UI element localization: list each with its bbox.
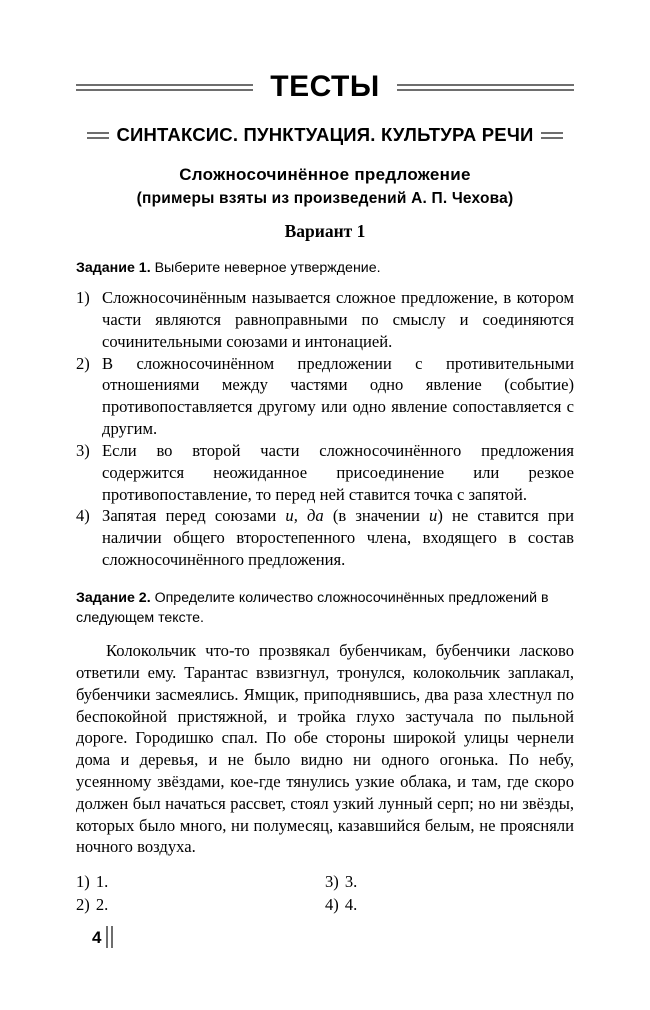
page-title: ТЕСТЫ	[270, 70, 380, 103]
choice-option[interactable]	[325, 871, 574, 893]
rule-bar	[106, 926, 108, 948]
list-item-text-mid: (в значении	[323, 506, 430, 526]
list-item-text: Если во второй части сложносочинённого предложения содержится неожиданное присоединение или резкое противопоставление, то перед ней ставится точка с запятой.	[102, 440, 574, 504]
topic-note: (примеры взяты из произведений А. П. Чехова)	[136, 189, 514, 207]
list-item	[76, 440, 574, 505]
page-number: 4	[92, 927, 102, 947]
choice-option[interactable]	[76, 894, 325, 916]
rule-left-section	[87, 132, 109, 139]
list-item-text-after: ) не ставится при наличии общего второстепенного члена, входящего в состав сложносочинённого предложения.	[102, 506, 574, 569]
rule-bar	[541, 137, 563, 139]
rule-bar	[111, 926, 113, 948]
task-1-heading	[76, 258, 574, 278]
choice-option[interactable]	[325, 894, 574, 916]
rule-left-main	[76, 84, 253, 91]
choice-marker: 3)	[325, 872, 339, 892]
rule-bar	[541, 132, 563, 134]
task-2-heading	[76, 588, 574, 628]
list-item-marker: 4)	[76, 506, 90, 526]
list-item	[76, 287, 574, 352]
list-item-marker: 1)	[76, 288, 90, 308]
task-2-label: Задание 2.	[76, 589, 151, 606]
rule-right-main	[397, 84, 574, 91]
list-item-text: Сложносочинённым называется сложное предложение, в котором части являются равноправными по смыслу и соединяются сочинительными союзами и интонацией.	[102, 288, 574, 351]
rule-bar	[76, 89, 253, 91]
choice-value: 3.	[344, 872, 358, 892]
list-item-text: В сложносочинённом предложении с противительными отношениями между частями одно явление (событие) противопоставляется другому или одно явление сопоставляется с другим.	[102, 353, 574, 439]
list-item-text-before: Запятая перед союзами	[102, 506, 286, 526]
task-2-prompt: Определите количество сложносочинённых предложений в следующем тексте.	[76, 589, 549, 626]
rule-bar	[397, 89, 574, 91]
list-item-italic-conjunctions: и, да	[285, 506, 324, 526]
task-2-passage: Колокольчик что-то прозвякал бубенчикам, бубенчики ласково ответили ему. Тарантас взвизгнул, тронулся, колокольчик заплакал, бубенчики засмеялись. Ямщик, приподнявшись, два раза хлестнул по беспокойной пристяжной, и тройка глухо застучала по пыльной дороге. Городишко спал. По обе стороны широкой улицы чернели дома и деревья, и не было видно ни одного огонька. По небу, усеянному звёздами, кое-где тянулись узкие облака, и там, где скоро должен был начаться рассвет, стоял узкий лунный серп; но ни звёзды, которых было много, ни полумесяц, казавшийся белым, не проясняли ночного воздуха.	[76, 641, 574, 857]
task-1-label: Задание 1.	[76, 260, 151, 277]
list-item-marker: 3)	[76, 440, 90, 460]
topic-title: Сложносочинённое предложение	[179, 164, 471, 184]
page-footer	[92, 926, 113, 948]
main-title-block	[76, 72, 574, 102]
choice-value: 1.	[95, 872, 109, 892]
list-item	[76, 505, 574, 570]
task-1-prompt: Выберите неверное утверждение.	[154, 260, 381, 277]
rule-right-section	[541, 132, 563, 139]
choice-marker: 4)	[325, 895, 339, 915]
section-title-block	[76, 126, 574, 145]
section-title: СИНТАКСИС. ПУНКТУАЦИЯ. КУЛЬТУРА РЕЧИ	[116, 124, 534, 145]
folio-rule-marker	[106, 926, 113, 948]
choice-marker: 1)	[76, 872, 90, 892]
list-item-italic-conjunction: и	[429, 506, 438, 526]
choice-value: 4.	[344, 895, 358, 915]
list-item-marker: 2)	[76, 353, 90, 373]
rule-bar	[87, 137, 109, 139]
task-1-statement-list	[76, 287, 574, 571]
list-item	[76, 353, 574, 440]
choice-marker: 2)	[76, 895, 90, 915]
rule-bar	[76, 84, 253, 86]
rule-bar	[397, 84, 574, 86]
rule-bar	[87, 132, 109, 134]
task-2-choices	[76, 871, 574, 916]
variant-label: Вариант 1	[284, 220, 366, 241]
choice-option[interactable]	[76, 871, 325, 893]
choice-value: 2.	[95, 895, 109, 915]
